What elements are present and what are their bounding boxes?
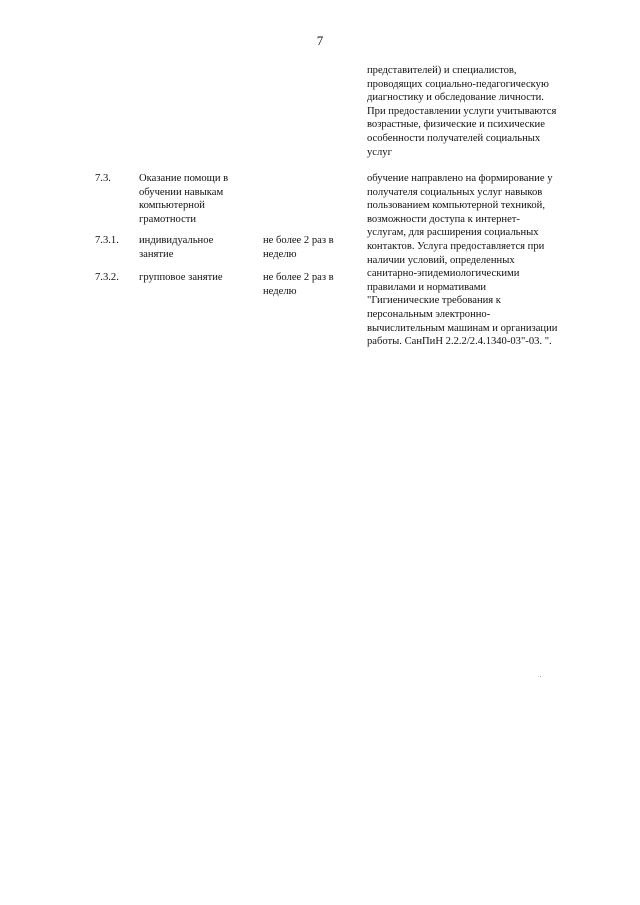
text-line: грамотности xyxy=(139,213,197,225)
text-line: работы. СанПиН 2.2.2/2.4.1340-03"-03. ". xyxy=(367,336,552,348)
frequency-7-3-1 xyxy=(263,234,334,261)
text-line: индивидуальное xyxy=(139,235,214,246)
service-description-continuation xyxy=(367,64,556,159)
text-line: Оказание помощи в xyxy=(139,173,229,184)
text-line: обучение направлено на формирование у xyxy=(367,173,553,184)
text-line: компьютерной xyxy=(139,200,205,212)
text-line: контактов. Услуга предоставляется при xyxy=(367,240,545,252)
text-line: особенности получателей социальных xyxy=(367,132,541,144)
text-line: При предоставлении услуги учитываются xyxy=(367,105,557,117)
text-line: не более 2 раз в xyxy=(263,272,334,283)
service-name-7-3 xyxy=(139,172,228,226)
service-description-7-3 xyxy=(367,172,557,349)
text-line: "Гигиенические требования к xyxy=(367,295,501,307)
service-name-7-3-1 xyxy=(139,234,213,261)
text-line: правилами и нормативами xyxy=(367,281,487,293)
text-line: занятие xyxy=(139,248,174,260)
scan-speck xyxy=(540,676,541,677)
text-line: санитарно-эпидемиологическими xyxy=(367,268,520,280)
row-number-7-3-1: 7.3.1. xyxy=(95,235,119,246)
text-line: услугам, для расширения социальных xyxy=(367,227,539,239)
text-line: возрастные, физические и психические xyxy=(367,119,545,131)
page-number: 7 xyxy=(316,33,324,48)
frequency-7-3-2 xyxy=(263,271,334,298)
text-line: пользованием компьютерной техникой, xyxy=(367,200,545,212)
row-number-7-3-2: 7.3.2. xyxy=(95,272,119,283)
text-line: диагностику и обследование личности. xyxy=(367,92,544,104)
text-line: групповое занятие xyxy=(139,272,223,283)
text-line: проводящих социально-педагогическую xyxy=(367,78,549,90)
text-line: неделю xyxy=(263,248,297,260)
text-line: персональным электронно- xyxy=(367,308,491,320)
text-line: вычислительным машинам и организации xyxy=(367,322,558,334)
text-line: обучении навыкам xyxy=(139,186,224,198)
text-line: услуг xyxy=(367,146,392,158)
text-line: не более 2 раз в xyxy=(263,235,334,246)
text-line: получателя социальных услуг навыков xyxy=(367,186,543,198)
text-line: представителей) и специалистов, xyxy=(367,65,517,76)
row-number-7-3: 7.3. xyxy=(95,173,111,184)
service-name-7-3-2 xyxy=(139,271,223,285)
text-line: наличии условий, определенных xyxy=(367,254,515,266)
text-line: возможности доступа к интернет- xyxy=(367,213,520,225)
text-line: неделю xyxy=(263,285,297,297)
